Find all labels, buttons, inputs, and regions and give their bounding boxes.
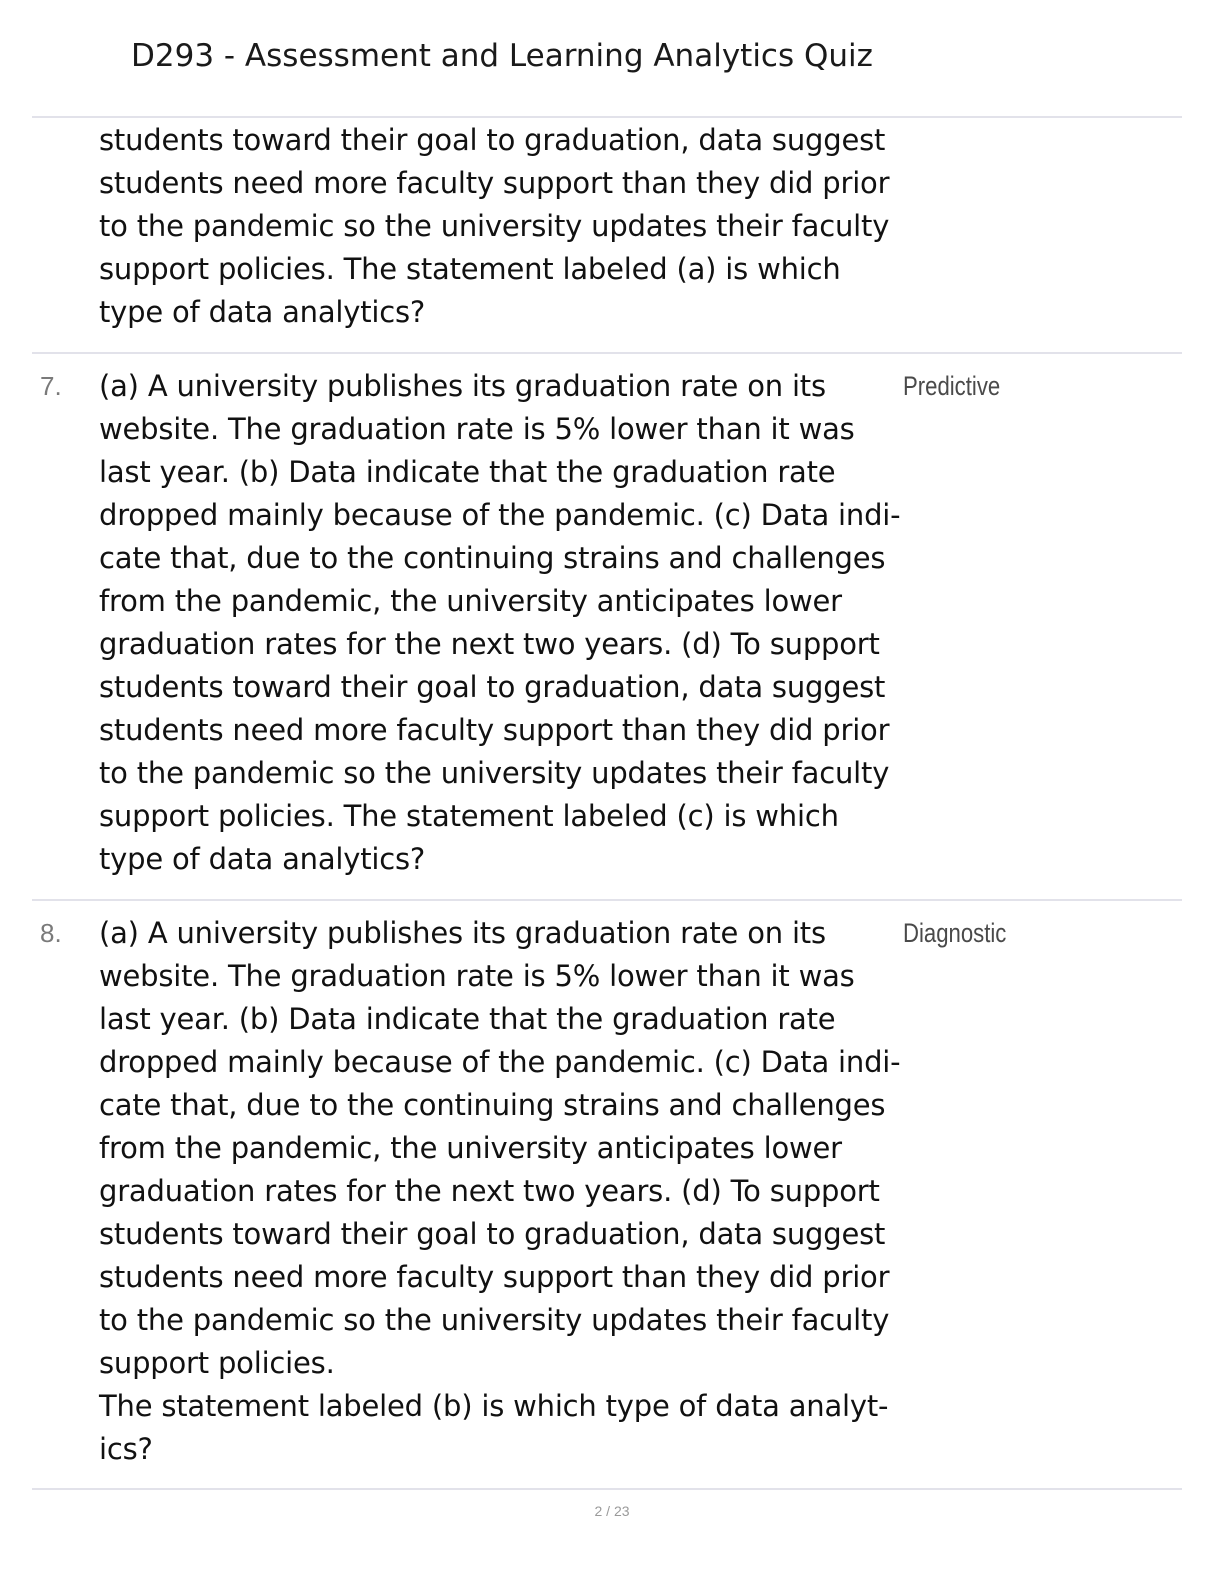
question-continued-text: [99, 119, 899, 334]
text-line: from the pandemic, the university anticipates lower: [99, 1131, 842, 1165]
text-line: graduation rates for the next two years. (d) To support: [99, 627, 880, 661]
divider-q8: [32, 899, 1182, 901]
text-line: support policies. The statement labeled (c) is which: [99, 799, 839, 833]
text-line: students need more faculty support than they did prior: [99, 1260, 890, 1294]
text-line: dropped mainly because of the pandemic. (c) Data indi-: [99, 498, 901, 532]
text-line: type of data analytics?: [99, 842, 426, 876]
text-line: students toward their goal to graduation, data suggest: [99, 670, 886, 704]
text-line: website. The graduation rate is 5% lower than it was: [99, 412, 855, 446]
divider-q7: [32, 352, 1182, 354]
question-8-number: 8.: [40, 918, 62, 948]
document-title: D293 - Assessment and Learning Analytics Quiz: [131, 38, 873, 74]
question-8-answer: Diagnostic: [903, 918, 1007, 948]
text-line: to the pandemic so the university updates their faculty: [99, 1303, 890, 1337]
divider-top: [32, 116, 1182, 118]
page-number: 2 / 23: [594, 1503, 630, 1519]
question-7-number: 7.: [40, 371, 62, 401]
text-line: to the pandemic so the university updates their faculty: [99, 209, 890, 243]
text-line: ics?: [99, 1432, 153, 1466]
question-7-answer: Predictive: [903, 371, 1001, 401]
text-line: (a) A university publishes its graduation rate on its: [99, 916, 826, 950]
text-line: website. The graduation rate is 5% lower than it was: [99, 959, 855, 993]
text-line: to the pandemic so the university updates their faculty: [99, 756, 890, 790]
text-line: from the pandemic, the university anticipates lower: [99, 584, 842, 618]
question-8-text: [99, 912, 899, 1471]
text-line: last year. (b) Data indicate that the graduation rate: [99, 1002, 836, 1036]
text-line: students toward their goal to graduation, data suggest: [99, 123, 886, 157]
text-line: type of data analytics?: [99, 295, 426, 329]
text-line: graduation rates for the next two years. (d) To support: [99, 1174, 880, 1208]
text-line: last year. (b) Data indicate that the graduation rate: [99, 455, 836, 489]
text-line: cate that, due to the continuing strains and challenges: [99, 541, 886, 575]
text-line: (a) A university publishes its graduation rate on its: [99, 369, 826, 403]
text-line: students need more faculty support than they did prior: [99, 166, 890, 200]
text-line: The statement labeled (b) is which type of data analyt-: [99, 1389, 889, 1423]
text-line: support policies.: [99, 1346, 335, 1380]
text-line: students need more faculty support than they did prior: [99, 713, 890, 747]
divider-bottom: [32, 1488, 1182, 1490]
text-line: cate that, due to the continuing strains and challenges: [99, 1088, 886, 1122]
text-line: dropped mainly because of the pandemic. (c) Data indi-: [99, 1045, 901, 1079]
text-line: students toward their goal to graduation, data suggest: [99, 1217, 886, 1251]
question-7-text: [99, 365, 899, 881]
text-line: support policies. The statement labeled (a) is which: [99, 252, 841, 286]
